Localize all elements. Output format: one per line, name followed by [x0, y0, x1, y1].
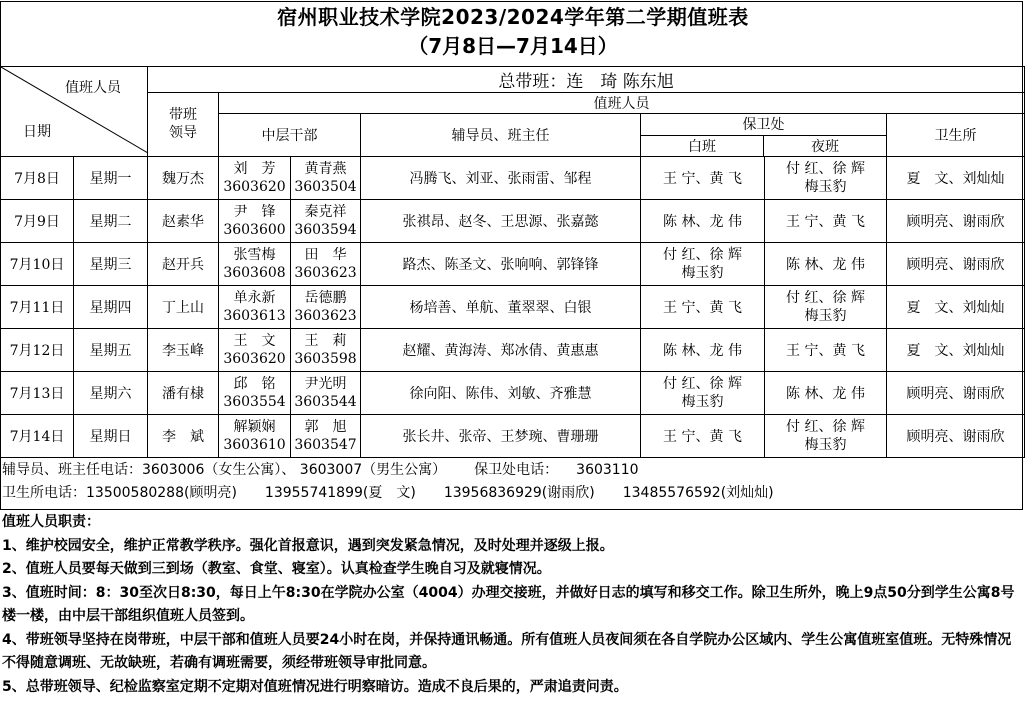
- date-text: 7月10日: [9, 256, 65, 273]
- cadre-phone: 3603613: [223, 307, 286, 324]
- day-shift-cell: [641, 328, 765, 371]
- night-shift-cell: [765, 199, 887, 242]
- day-shift-names-2: 梅玉豹: [681, 264, 724, 281]
- table-row: [1, 285, 1025, 328]
- page-subtitle: （7月8日—7月14日）: [408, 34, 618, 58]
- weekday-text: 星期二: [89, 213, 132, 230]
- page-title: 宿州职业技术学院2023/2024学年第二学期值班表: [277, 5, 749, 29]
- date-text: 7月11日: [9, 299, 65, 316]
- clinic-cell: [887, 199, 1025, 242]
- mid-cadre-2-cell: [291, 328, 361, 371]
- leader-cell: [148, 371, 219, 414]
- clinic-names: 顾明亮、谢雨欣: [906, 213, 1005, 230]
- table-row: [1, 371, 1025, 414]
- clinic-cell: [887, 414, 1025, 457]
- weekday-cell: [74, 414, 148, 457]
- night-shift-names: 付 红、徐 辉: [786, 418, 865, 435]
- duty-item-3: 3、值班时间：8：30至次日8:30，每日上午8:30在学院办公室（4004）办理交接班，并做好日志的填写和移交工作。除卫生所外，晚上9点50分到学生公寓8号楼一楼，由中层干部组织值班人员签到。: [2, 584, 1015, 624]
- mid-cadre-2-cell: [291, 285, 361, 328]
- day-shift-cell: [641, 199, 765, 242]
- weekday-text: 星期六: [89, 385, 132, 402]
- cadre-name: 尹 锋: [233, 203, 276, 220]
- leader-name: 潘有棣: [162, 385, 204, 402]
- clinic-cell: [887, 371, 1025, 414]
- counselor-cell: [361, 242, 641, 285]
- weekday-cell: [74, 328, 148, 371]
- duties-section: [2, 511, 1022, 699]
- duty-staff-header: 值班人员: [219, 93, 1025, 114]
- clinic-names: 顾明亮、谢雨欣: [906, 385, 1005, 402]
- cadre-phone: 3603610: [223, 436, 286, 453]
- corner-header: [1, 67, 148, 157]
- night-shift-cell: [765, 242, 887, 285]
- duty-item-4: 4、带班领导坚持在岗带班，中层干部和值班人员要24小时在岗，并保持通讯畅通。所有值班人员夜间须在各自学院办公区域内、学生公寓值班室值班。无特殊情况不得随意调班、无故缺班，若确有调班需要，须经带班领导审批同意。: [2, 631, 1012, 671]
- cadre-name: 邱 铭: [233, 375, 276, 392]
- weekday-text: 星期一: [89, 170, 132, 187]
- counselor-cell: [361, 156, 641, 199]
- weekday-cell: [74, 371, 148, 414]
- mid-cadre-1-cell: [219, 328, 291, 371]
- night-shift-names: 付 红、徐 辉: [786, 289, 865, 306]
- night-shift-names: 陈 林、龙 伟: [786, 385, 865, 402]
- duty-table: [0, 66, 1025, 458]
- cadre-phone: 3603504: [294, 178, 357, 195]
- corner-label-date: 日期: [23, 124, 51, 140]
- phone-line-1: [2, 460, 639, 480]
- clinic-phone-2: 13955741899(夏 文): [264, 485, 416, 501]
- night-shift-names-2: 梅玉豹: [804, 307, 847, 324]
- leader-header: 带班 领导: [148, 93, 219, 157]
- table-row: [1, 328, 1025, 371]
- clinic-cell: [887, 156, 1025, 199]
- day-shift-cell: [641, 156, 765, 199]
- night-shift-names-2: 梅玉豹: [804, 436, 847, 453]
- day-shift-cell: [641, 242, 765, 285]
- cadre-phone: 3603547: [294, 436, 357, 453]
- table-row: [1, 242, 1025, 285]
- mid-cadre-1-cell: [219, 199, 291, 242]
- cadre-phone: 3603620: [223, 350, 286, 367]
- weekday-text: 星期三: [89, 256, 132, 273]
- day-shift-names: 王 宁、黄 飞: [663, 299, 742, 316]
- counselor-header: 辅导员、班主任: [361, 114, 641, 157]
- clinic-names: 夏 文、刘灿灿: [906, 170, 1005, 187]
- cadre-name: 田 华: [304, 246, 347, 263]
- counselor-cell: [361, 414, 641, 457]
- night-shift-cell: [765, 285, 887, 328]
- leader-cell: [148, 414, 219, 457]
- leader-name: 赵开兵: [162, 256, 204, 273]
- security-phone-label: 保卫处电话：: [474, 462, 559, 478]
- night-shift-cell: [765, 328, 887, 371]
- day-shift-names: 陈 林、龙 伟: [663, 213, 742, 230]
- cadre-name: 王 文: [233, 332, 276, 349]
- counselor-names: 赵耀、黄海涛、郑冰倩、黄惠惠: [402, 342, 599, 359]
- mid-cadre-1-cell: [219, 242, 291, 285]
- counselor-names: 张长井、张帝、王梦琬、曹珊珊: [402, 428, 599, 445]
- day-shift-names-2: 梅玉豹: [681, 393, 724, 410]
- counselor-cell: [361, 199, 641, 242]
- weekday-text: 星期四: [89, 299, 132, 316]
- date-text: 7月13日: [9, 385, 65, 402]
- night-shift-names: 王 宁、黄 飞: [786, 342, 865, 359]
- day-shift-names: 王 宁、黄 飞: [663, 170, 742, 187]
- date-cell: [1, 242, 74, 285]
- clinic-header: 卫生所: [887, 114, 1025, 157]
- leader-name: 赵素华: [162, 213, 204, 230]
- leader-cell: [148, 199, 219, 242]
- mid-cadre-2-cell: [291, 156, 361, 199]
- clinic-phone-4: 13485576592(刘灿灿): [622, 485, 774, 501]
- cadre-name: 岳德鹏: [304, 289, 347, 306]
- clinic-cell: [887, 328, 1025, 371]
- cadre-name: 秦克祥: [304, 203, 347, 220]
- date-text: 7月8日: [14, 170, 60, 187]
- date-text: 7月9日: [14, 213, 60, 230]
- chief-on-duty: 总带班：连 琦 陈东旭: [148, 67, 1025, 93]
- mid-cadre-2-cell: [291, 242, 361, 285]
- duty-item-2: 2、值班人员要每天做到三到场（教室、食堂、寝室）。认真检查学生晚自习及就寝情况。: [2, 561, 551, 577]
- counselor-names: 张祺昂、赵冬、王思源、张嘉懿: [402, 213, 599, 230]
- weekday-cell: [74, 285, 148, 328]
- cadre-name: 王 莉: [304, 332, 347, 349]
- security-header: [641, 114, 887, 157]
- clinic-cell: [887, 242, 1025, 285]
- duty-item-5: 5、总带班领导、纪检监察室定期不定期对值班情况进行明察暗访。造成不良后果的，严肃追责问责。: [2, 678, 628, 695]
- day-shift-header: 白班: [641, 135, 764, 156]
- duties-heading: 值班人员职责：: [2, 514, 100, 530]
- leader-cell: [148, 328, 219, 371]
- clinic-cell: [887, 285, 1025, 328]
- night-shift-cell: [765, 371, 887, 414]
- weekday-text: 星期日: [89, 428, 132, 445]
- day-shift-names: 王 宁、黄 飞: [663, 428, 742, 445]
- weekday-cell: [74, 242, 148, 285]
- duty-item-1: 1、维护校园安全，维护正常教学秩序。强化首报意识，遇到突发紧急情况，及时处理并逐级上报。: [2, 537, 614, 554]
- cadre-name: 解颖娴: [233, 418, 276, 435]
- cadre-name: 尹光明: [304, 375, 347, 392]
- cadre-name: 刘 芳: [233, 160, 276, 177]
- leader-name: 李 斌: [162, 428, 204, 445]
- day-shift-cell: [641, 371, 765, 414]
- mid-cadre-1-cell: [219, 414, 291, 457]
- cadre-phone: 3603600: [223, 221, 286, 238]
- counselor-names: 杨培善、单航、董翠翠、白银: [409, 299, 592, 316]
- counselor-names: 路杰、陈圣文、张响响、郭锋锋: [402, 256, 599, 273]
- security-phone: 3603110: [576, 462, 639, 478]
- table-row: [1, 414, 1025, 457]
- counselor-cell: [361, 371, 641, 414]
- clinic-names: 顾明亮、谢雨欣: [906, 428, 1005, 445]
- date-cell: [1, 156, 74, 199]
- clinic-names: 夏 文、刘灿灿: [906, 342, 1005, 359]
- table-row: [1, 156, 1025, 199]
- leader-name: 魏万杰: [162, 170, 204, 187]
- night-shift-cell: [765, 414, 887, 457]
- weekday-text: 星期五: [89, 342, 132, 359]
- leader-cell: [148, 285, 219, 328]
- mid-cadre-header: 中层干部: [219, 114, 361, 157]
- weekday-cell: [74, 156, 148, 199]
- night-shift-names: 王 宁、黄 飞: [786, 213, 865, 230]
- day-shift-names: 付 红、徐 辉: [663, 375, 742, 392]
- leader-cell: [148, 242, 219, 285]
- mid-cadre-1-cell: [219, 156, 291, 199]
- mid-cadre-2-cell: [291, 371, 361, 414]
- mid-cadre-2-cell: [291, 199, 361, 242]
- cadre-phone: 3603623: [294, 307, 357, 324]
- table-row: [1, 199, 1025, 242]
- cadre-phone: 3603598: [294, 350, 357, 367]
- clinic-phone-3: 13956836929(谢雨欣): [443, 485, 595, 501]
- mid-cadre-2-cell: [291, 414, 361, 457]
- day-shift-cell: [641, 414, 765, 457]
- cadre-name: 黄青燕: [304, 160, 347, 177]
- date-text: 7月14日: [9, 428, 65, 445]
- counselor-names: 冯腾飞、刘亚、张雨雷、邹程: [409, 170, 592, 187]
- date-cell: [1, 199, 74, 242]
- duty-rows: [1, 156, 1025, 457]
- counselor-cell: [361, 328, 641, 371]
- leader-name: 丁上山: [162, 299, 204, 316]
- night-shift-cell: [765, 156, 887, 199]
- cadre-phone: 3603554: [223, 393, 286, 410]
- cadre-phone: 3603544: [294, 393, 357, 410]
- night-shift-header: 夜班: [811, 138, 839, 155]
- day-shift-names: 陈 林、龙 伟: [663, 342, 742, 359]
- night-shift-names: 陈 林、龙 伟: [786, 256, 865, 273]
- clinic-names: 顾明亮、谢雨欣: [906, 256, 1005, 273]
- cadre-phone: 3603620: [223, 178, 286, 195]
- date-cell: [1, 371, 74, 414]
- cadre-name: 张雪梅: [233, 246, 276, 263]
- night-shift-names: 付 红、徐 辉: [786, 160, 865, 177]
- cadre-name: 单永新: [233, 289, 276, 306]
- cadre-phone: 3603623: [294, 264, 357, 281]
- date-cell: [1, 285, 74, 328]
- day-shift-cell: [641, 285, 765, 328]
- day-shift-names: 付 红、徐 辉: [663, 246, 742, 263]
- date-cell: [1, 414, 74, 457]
- weekday-cell: [74, 199, 148, 242]
- counselor-phones: 辅导员、班主任电话：3603006（女生公寓）、 3603007（男生公寓）: [2, 462, 447, 478]
- leader-cell: [148, 156, 219, 199]
- cadre-phone: 3603594: [294, 221, 357, 238]
- date-text: 7月12日: [9, 342, 65, 359]
- phone-line-2: [2, 483, 774, 503]
- mid-cadre-1-cell: [219, 285, 291, 328]
- clinic-names: 夏 文、刘灿灿: [906, 299, 1005, 316]
- night-shift-names-2: 梅玉豹: [804, 178, 847, 195]
- counselor-names: 徐向阳、陈伟、刘敏、齐雅慧: [409, 385, 592, 402]
- cadre-phone: 3603608: [223, 264, 286, 281]
- security-label: 保卫处: [641, 114, 886, 135]
- leader-name: 李玉峰: [162, 342, 204, 359]
- mid-cadre-1-cell: [219, 371, 291, 414]
- corner-label-staff: 值班人员: [65, 80, 121, 96]
- date-cell: [1, 328, 74, 371]
- clinic-phone-1: 卫生所电话：13500580288(顾明亮): [2, 485, 237, 501]
- counselor-cell: [361, 285, 641, 328]
- cadre-name: 郭 旭: [304, 418, 347, 435]
